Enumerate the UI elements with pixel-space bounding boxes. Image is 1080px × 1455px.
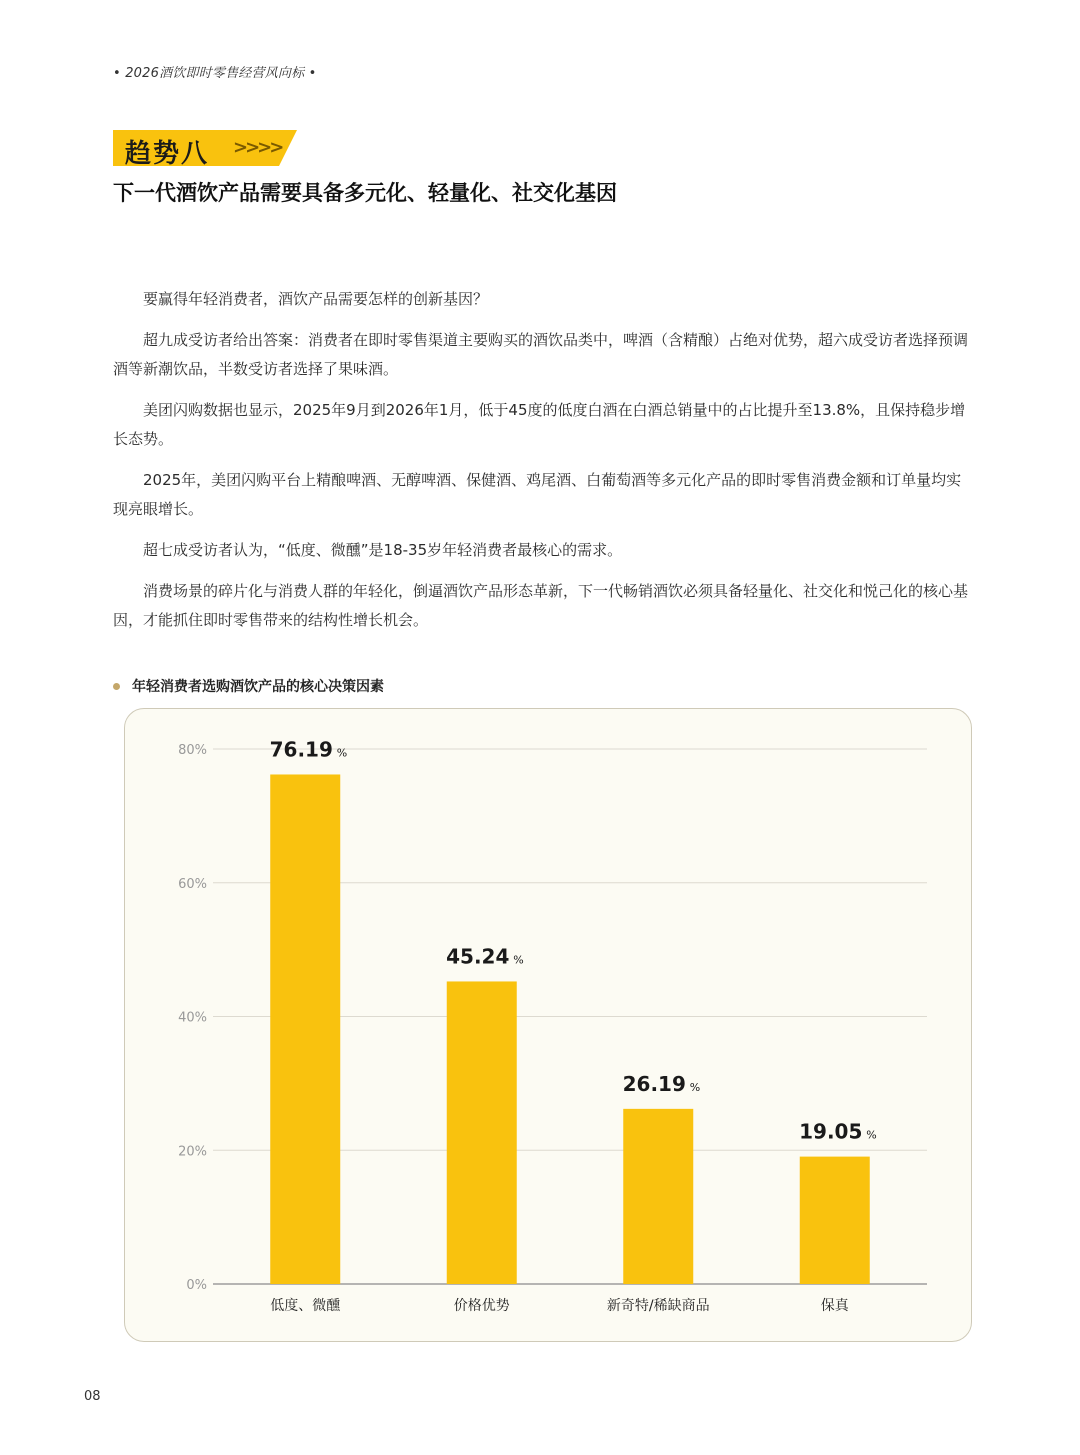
- bar-chart: [125, 709, 971, 1341]
- data-label: 45.24: [446, 944, 510, 969]
- x-tick-label: 保真: [820, 1298, 849, 1314]
- chart-card: [124, 708, 972, 1342]
- y-tick-label: 80%: [178, 743, 207, 758]
- page-number: 08: [84, 1389, 101, 1404]
- data-label-unit: %: [866, 1128, 877, 1142]
- y-tick-label: 0%: [186, 1278, 207, 1293]
- data-label: 76.19: [269, 737, 333, 762]
- section-tag: [113, 130, 297, 169]
- x-tick-label: 低度、微醺: [270, 1298, 341, 1314]
- y-tick-label: 60%: [178, 876, 207, 892]
- data-label-unit: %: [336, 746, 348, 760]
- running-header: • 2026酒饮即时零售经营风向标 •: [113, 66, 317, 81]
- bar: [623, 1109, 693, 1284]
- bar: [800, 1157, 870, 1284]
- data-label-unit: %: [513, 953, 524, 967]
- bar: [270, 774, 340, 1284]
- data-label: 19.05: [799, 1119, 863, 1144]
- bullet-dot-icon: [113, 683, 120, 690]
- paragraph: 超九成受访者给出答案：消费者在即时零售渠道主要购买的酒饮品类中，啤酒（含精酿）占绝对优势，超六成受访者选择预调酒等新潮饮品，半数受访者选择了果味酒。: [113, 331, 969, 378]
- paragraph: 要赢得年轻消费者，酒饮产品需要怎样的创新基因？: [143, 290, 489, 308]
- paragraph: 消费场景的碎片化与消费人群的年轻化，倒逼酒饮产品形态革新，下一代畅销酒饮必须具备轻量化、社交化和悦己化的核心基因，才能抓住即时零售带来的结构性增长机会。: [113, 582, 969, 629]
- section-subtitle: 下一代酒饮产品需要具备多元化、轻量化、社交化基因: [113, 180, 617, 205]
- chart-heading: [113, 676, 384, 696]
- y-tick-label: 20%: [178, 1144, 207, 1160]
- chevron-right-icon: >>>>: [233, 137, 282, 158]
- data-label: 26.19: [622, 1071, 686, 1096]
- y-tick-label: 40%: [178, 1010, 207, 1026]
- data-label-unit: %: [689, 1080, 701, 1094]
- paragraph: 2025年，美团闪购平台上精酿啤酒、无醇啤酒、保健酒、鸡尾酒、白葡萄酒等多元化产品的即时零售消费金额和订单量均实现亮眼增长。: [113, 471, 962, 518]
- chart-title: 年轻消费者选购酒饮产品的核心决策因素: [132, 679, 384, 695]
- x-tick-label: 新奇特/稀缺商品: [606, 1298, 710, 1314]
- body-text: [113, 285, 968, 647]
- bar: [447, 981, 517, 1284]
- section-tag-label: 趋势八: [125, 139, 210, 169]
- paragraph: 美团闪购数据也显示，2025年9月到2026年1月，低于45度的低度白酒在白酒总销量中的占比提升至13.8%，且保持稳步增长态势。: [113, 401, 966, 448]
- x-tick-label: 价格优势: [453, 1298, 510, 1314]
- paragraph: 超七成受访者认为，“低度、微醺”是18-35岁年轻消费者最核心的需求。: [143, 541, 623, 559]
